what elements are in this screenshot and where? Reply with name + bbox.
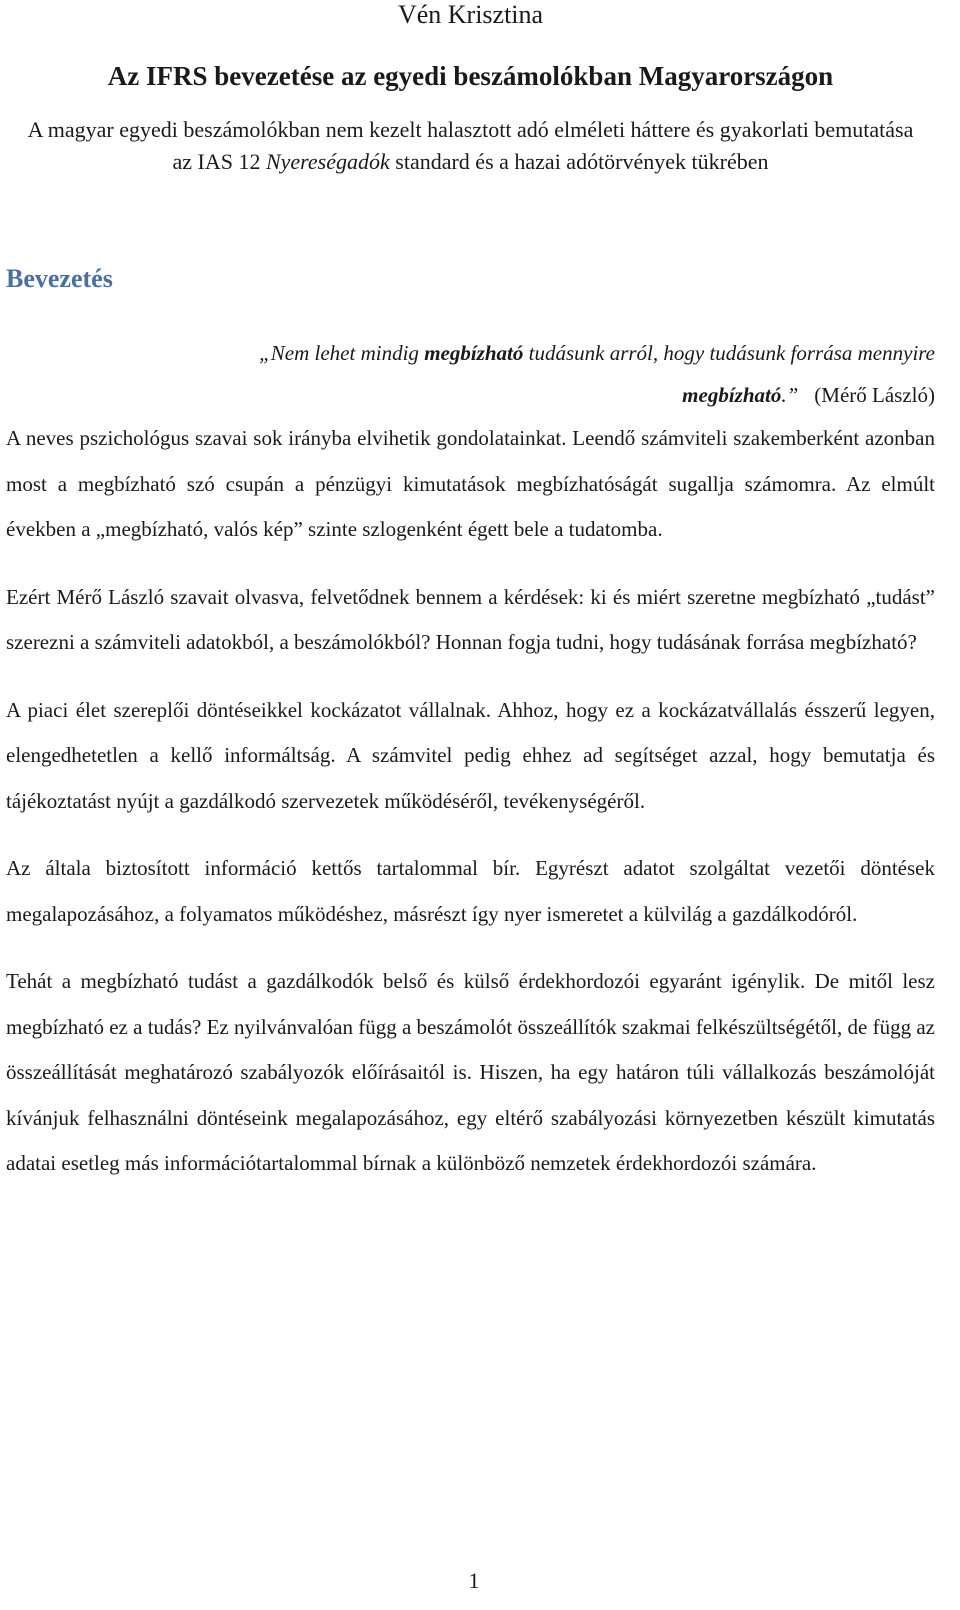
author-name: Vén Krisztina (397, 0, 544, 29)
quote-bold-2: megbízható (682, 383, 782, 407)
quote-text-a: „Nem lehet mindig (259, 341, 425, 365)
paragraph-3: A piaci élet szereplői döntéseikkel kockázatot vállalnak. Ahhoz, hogy ez a kockázatvállalás ésszerű legyen, elengedhetetlen a kellő informáltság. A számvitel pedig ehhez ad segítséget azzal, hogy bemutatja és tájékoztatást nyújt a gazdálkodó szervezetek működéséről, tevékenységéről. (6, 697, 935, 813)
page-number: 1 (468, 1568, 480, 1593)
paragraph-1: A neves pszichológus szavai sok irányba elvihetik gondolatainkat. Leendő számviteli szakemberként azonban most a megbízható szó csupán a pénzügyi kimutatások megbízhatóságát sugallja számomra. Az elmúlt években a „megbízható, valós kép” szinte szlogenként égett bele a tudatomba. (6, 426, 935, 541)
paragraph-2: Ezért Mérő László szavait olvasva, felvetődnek bennem a kérdések: ki és miért szeretne megbízható „tudást” szerezni a számviteli adatokból, a beszámolókból? Honnan fogja tudni, hogy tudásának forrása megbízható? (6, 584, 935, 654)
subtitle-part1: A magyar egyedi beszámolókban nem kezelt halasztott adó elméleti háttere és gyakorlati bemutatása az IAS 12 (27, 117, 914, 174)
paragraph-5: Tehát a megbízható tudást a gazdálkodók belső és külső érdekhordozói egyaránt igénylik. De mitől lesz megbízható ez a tudás? Ez nyilvánvalóan függ a beszámolót összeállítók szakmai felkészültségétől, de függ az összeállítását meghatározó szabályozók előírásaitól is. Hiszen, ha egy határon túli vállalkozás beszámolóját kívánjuk felhasználni döntéseink megalapozásához, egy eltérő szabályozási környezetben készült kimutatás adatai esetleg más információtartalommal bírnak a különböző nemzetek érdekhordozói számára. (6, 969, 935, 1175)
quote-bold-1: megbízható (424, 341, 524, 365)
document-title: Az IFRS bevezetése az egyedi beszámolókban Magyarországon (107, 61, 834, 91)
subtitle-part2: standard és a hazai adótörvények tükrében (389, 149, 769, 174)
quote-end: .” (781, 383, 799, 407)
quote-attribution: (Mérő László) (814, 383, 935, 407)
section-heading: Bevezetés (6, 264, 113, 293)
paragraph-4: Az általa biztosított információ kettős tartalommal bír. Egyrészt adatot szolgáltat vezetői döntések megalapozásához, a folyamatos működéshez, másrészt így nyer ismeretet a külvilág a gazdálkodóról. (6, 856, 935, 926)
subtitle-italic: Nyereségadók (265, 149, 390, 174)
quote-text-b: tudásunk arról, hogy tudásunk forrása mennyire (523, 341, 935, 365)
epigraph-quote (6, 332, 935, 416)
quote-line-1 (6, 332, 935, 374)
document-subtitle (6, 114, 935, 178)
document-page (6, 0, 935, 1187)
quote-line-2 (6, 374, 935, 416)
